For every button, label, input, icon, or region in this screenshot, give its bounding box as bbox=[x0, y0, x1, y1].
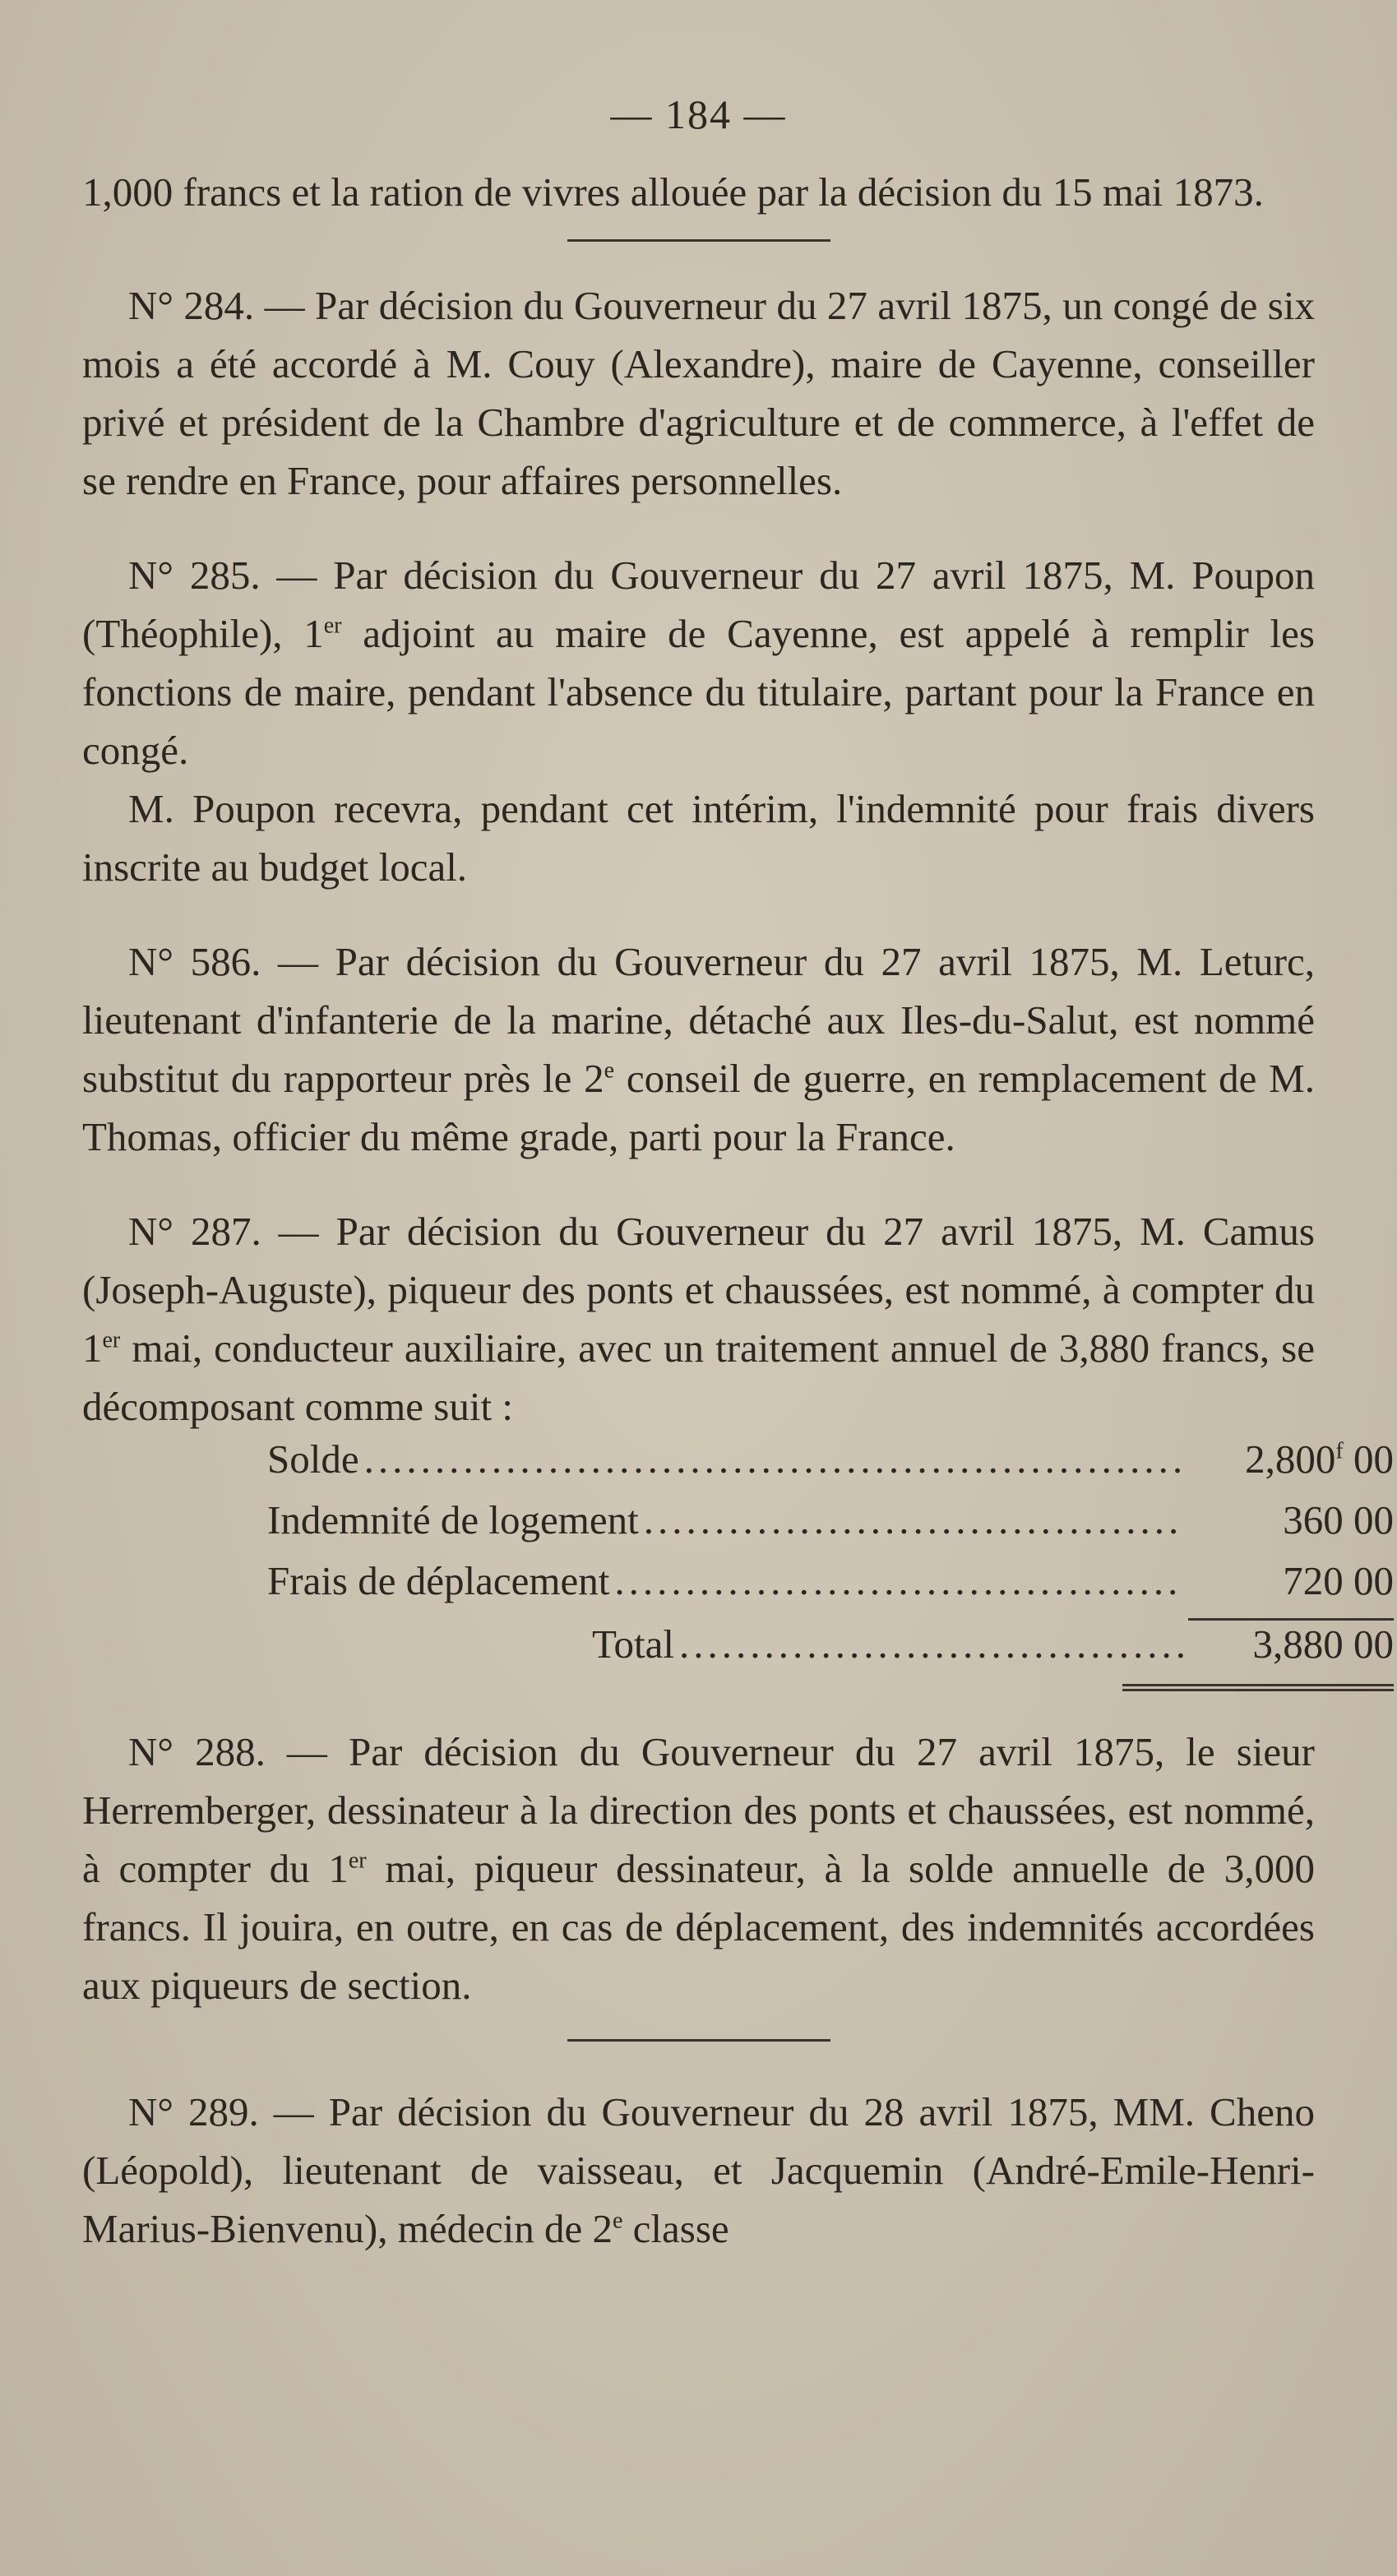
paragraph-289-text-a: N° 289. — Par décision du Gouverneur du 28 avril 1875, MM. Cheno (Léopold), lieutenant de vaisseau, et Jacquemin (André-Emile-Henri-Marius-Bienvenu), médecin de 2 bbox=[82, 2089, 1315, 2251]
paragraph-586-text-a: N° 586. — Par décision du Gouverneur du 27 avril 1875, M. Leturc, lieutenant d'infanterie de la marine, détaché aux Iles-du-Salut, est nommé substitut du rapporteur près le 2 bbox=[82, 939, 1315, 1101]
paragraph-287 bbox=[82, 1202, 1315, 1436]
superscript: e bbox=[612, 2208, 623, 2234]
paragraph-287-text-a: N° 287. — Par décision du Gouverneur du 27 avril 1875, M. Camus (Joseph-Auguste), piqueur des ponts et chaussées, est nommé, à compter du 1 bbox=[82, 1209, 1315, 1371]
leader-dots bbox=[679, 1621, 1183, 1667]
superscript: e bbox=[604, 1057, 615, 1084]
ledger-value bbox=[1188, 1436, 1394, 1482]
paragraph-285-text-a: N° 285. — Par décision du Gouverneur du 27 avril 1875, M. Poupon (Théophile), 1 bbox=[82, 553, 1315, 656]
ledger-row bbox=[267, 1496, 1394, 1557]
leader-dots bbox=[644, 1496, 1183, 1543]
paragraph-285-cont: M. Poupon recevra, pendant cet intérim, l'indemnité pour frais divers inscrite au budget local. bbox=[82, 786, 1315, 890]
leader-dots bbox=[614, 1557, 1183, 1604]
page-number: — 184 — bbox=[610, 91, 787, 137]
superscript: er bbox=[348, 1848, 367, 1874]
paragraph-285 bbox=[82, 546, 1315, 779]
paragraph-288 bbox=[82, 1723, 1315, 2014]
paragraph-288-text-b: mai, piqueur dessinateur, à la solde annuelle de 3,000 francs. Il jouira, en outre, en cas de déplacement, des indemnités accordées aux piqueurs de section. bbox=[82, 1846, 1315, 2008]
paragraph-586-text-b: conseil de guerre, en remplacement de M. Thomas, officier du même grade, parti pour la France. bbox=[82, 1056, 1315, 1159]
ledger-value-cents: 00 bbox=[1343, 1436, 1394, 1482]
ledger-total-row bbox=[267, 1618, 1394, 1679]
ledger-value: 720 00 bbox=[1283, 1558, 1394, 1603]
ledger-row bbox=[267, 1557, 1394, 1618]
paragraph-289 bbox=[82, 2083, 1315, 2258]
ledger-label: Solde bbox=[267, 1436, 359, 1482]
paragraph-288-text-a: N° 288. — Par décision du Gouverneur du 27 avril 1875, le sieur Herremberger, dessinateur à la direction des ponts et chaussées, est nommé, à compter du 1 bbox=[82, 1729, 1315, 1891]
ledger-label: Frais de déplacement bbox=[267, 1558, 610, 1603]
leader-dots bbox=[364, 1436, 1183, 1482]
total-double-rule bbox=[1122, 1684, 1394, 1691]
ledger-value-amount: 2,800 bbox=[1245, 1436, 1336, 1482]
ledger-value: 360 00 bbox=[1283, 1497, 1394, 1542]
ledger-label: Indemnité de logement bbox=[267, 1497, 639, 1542]
superscript: er bbox=[323, 613, 342, 639]
paragraph-285-text-b: adjoint au maire de Cayenne, est appelé à remplir les fonctions de maire, pendant l'absence du titulaire, partant pour la France en congé. bbox=[82, 611, 1315, 773]
superscript: er bbox=[102, 1327, 121, 1353]
ledger-total-value: 3,880 00 bbox=[1188, 1618, 1394, 1667]
paragraph-586 bbox=[82, 932, 1315, 1166]
paragraph-287-text-b: mai, conducteur auxiliaire, avec un traitement annuel de 3,880 francs, se décomposant comme suit : bbox=[82, 1325, 1315, 1429]
ledger-row bbox=[267, 1436, 1394, 1496]
section-divider bbox=[567, 2039, 830, 2042]
salary-ledger bbox=[267, 1436, 1394, 1679]
intro-paragraph: 1,000 francs et la ration de vivres allouée par la décision du 15 mai 1873. bbox=[82, 169, 1264, 215]
paragraph-284: N° 284. — Par décision du Gouverneur du 27 avril 1875, un congé de six mois a été accordé à M. Couy (Alexandre), maire de Cayenne, conseiller privé et président de la Chambre d'agriculture et de commerce, à l'effet de se rendre en France, pour affaires personnelles. bbox=[82, 283, 1315, 503]
superscript: f bbox=[1335, 1438, 1344, 1464]
paragraph-289-text-b: classe bbox=[622, 2206, 729, 2251]
section-divider bbox=[567, 239, 830, 242]
ledger-total-label: Total bbox=[592, 1621, 674, 1667]
